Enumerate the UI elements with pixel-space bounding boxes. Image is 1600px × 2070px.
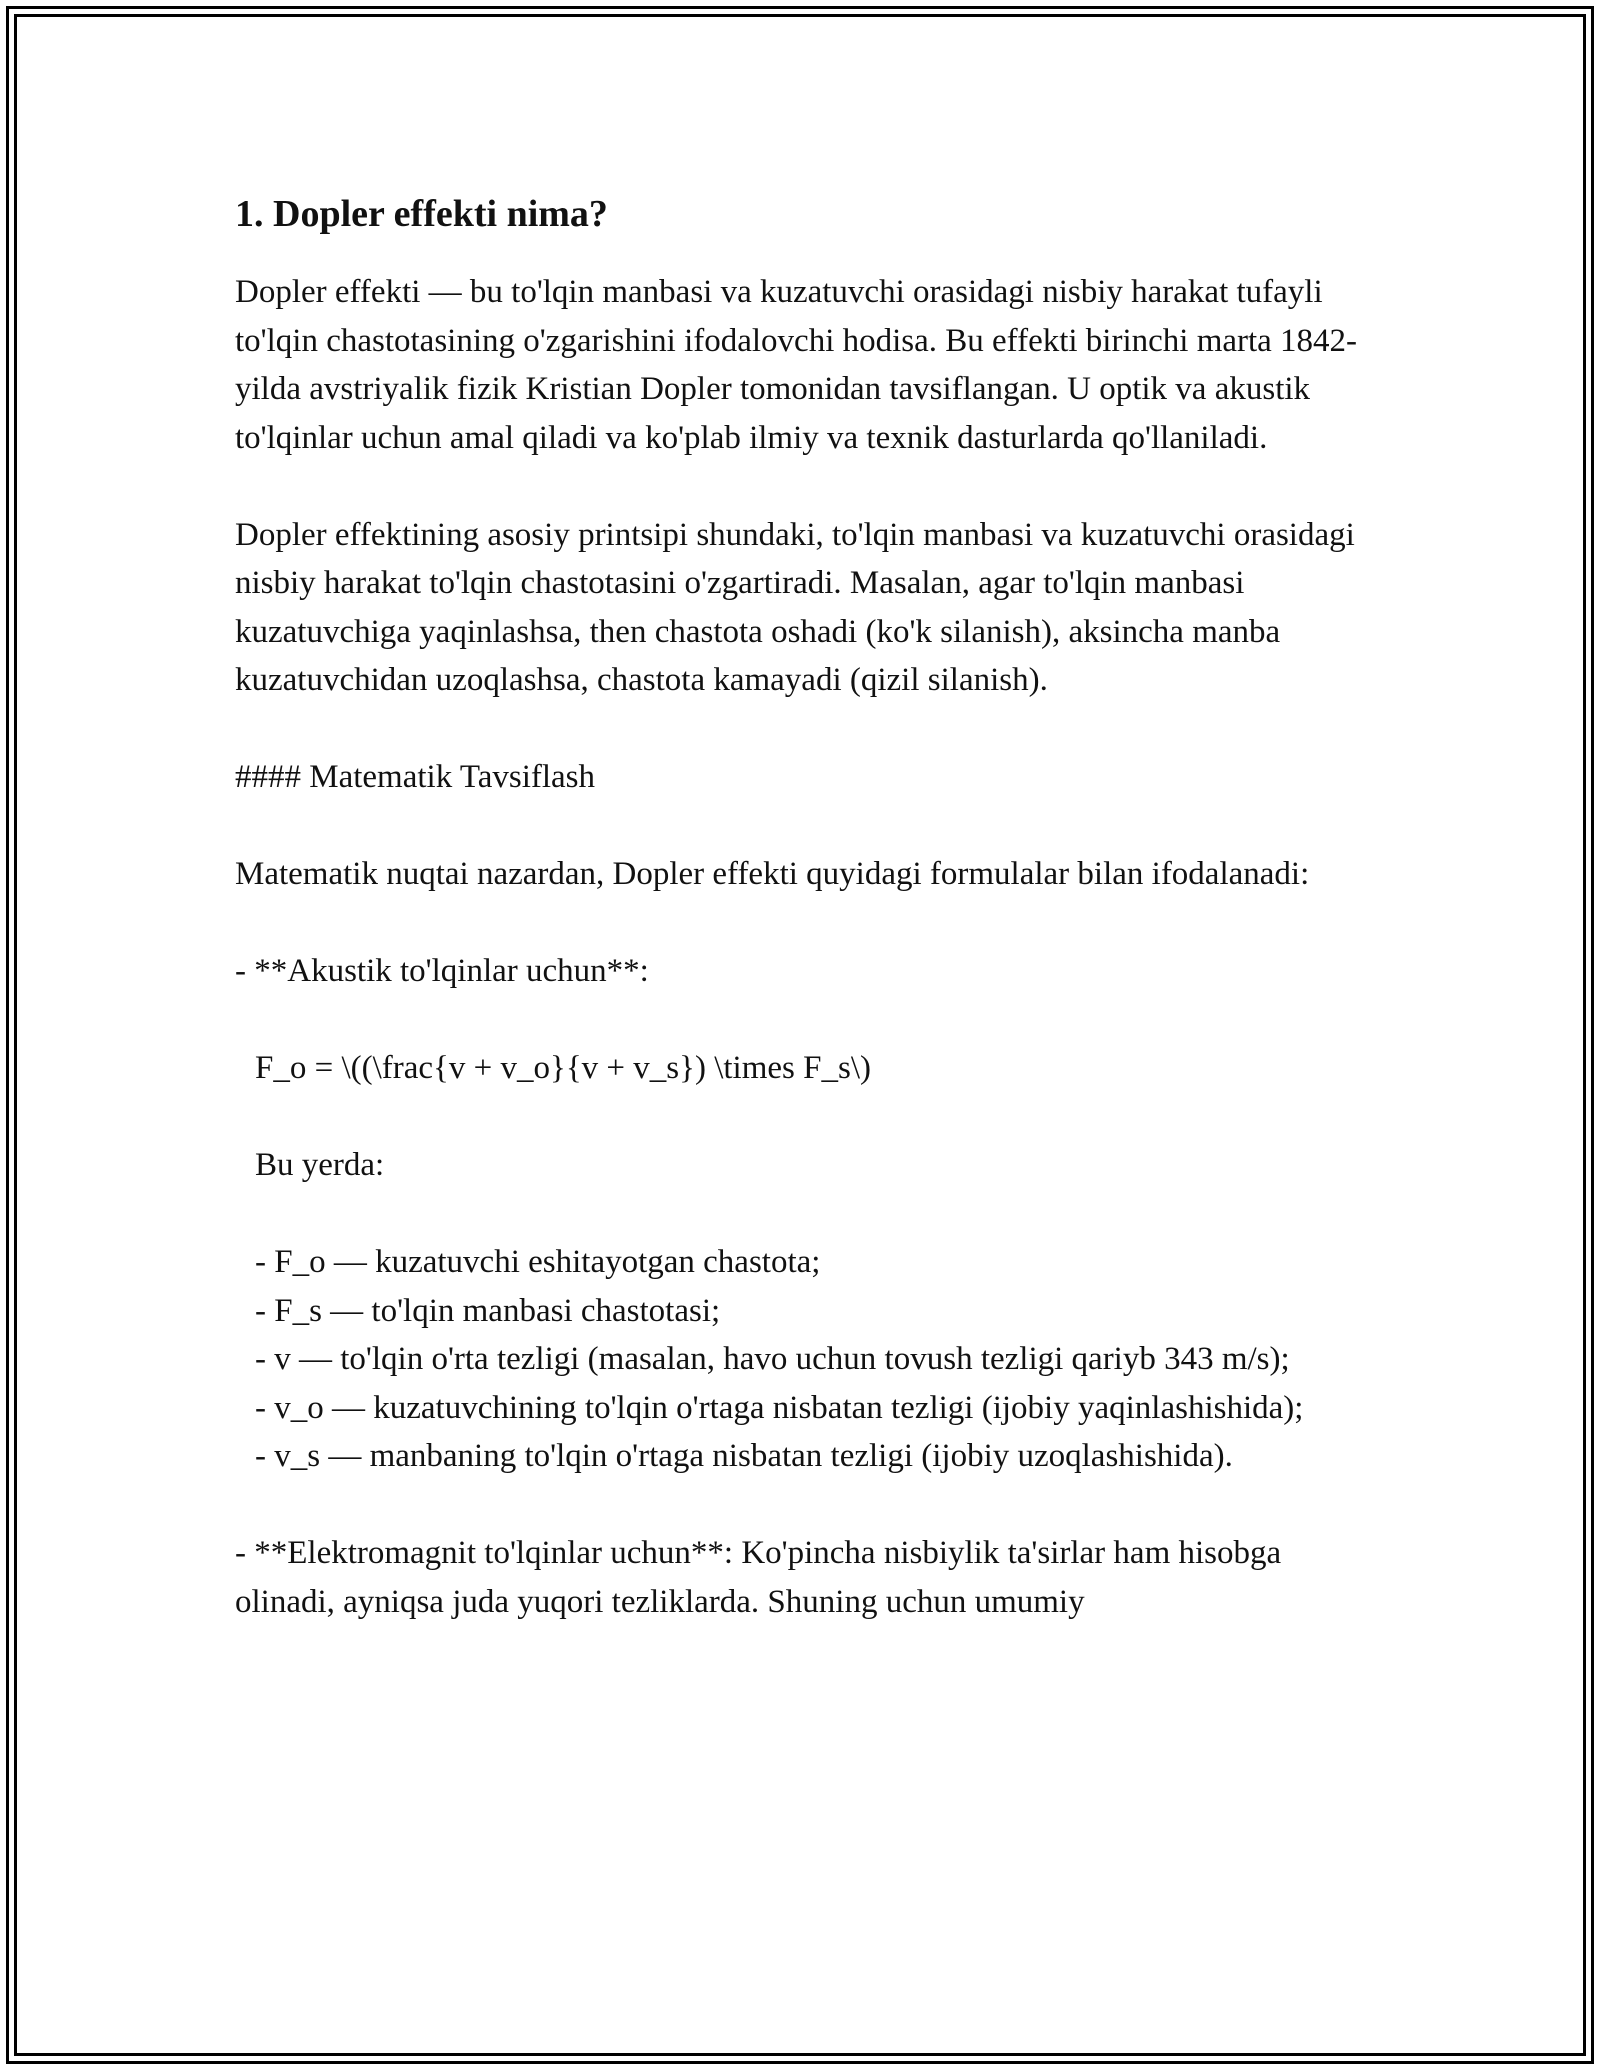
bu-yerda-label: Bu yerda: [255,1147,385,1183]
acoustic-label: - **Akustik to'lqinlar uchun**: [235,953,649,989]
subheading-markdown: #### Matematik Tavsiflash [235,759,596,795]
intro-paragraph: Dopler effekti — bu to'lqin manbasi va kuzatuvchi orasidagi nisbiy harakat tufayli to'lqin chastotasining o'zgarishini ifodalovchi hodisa. Bu effekti birinchi marta 1842-yilda avstriyalik fizik Kristian Dopler tomonidan tavsiflangan. U optik va akustik to'lqinlar uchun amal qiladi va ko'plab ilmiy va texnik dasturlarda qo'llaniladi. [235,274,1358,456]
spacer [235,1190,1365,1239]
math-intro-paragraph: Matematik nuqtai nazardan, Dopler effekti quyidagi formulalar bilan ifodalanadi: [235,856,1310,892]
principle-paragraph: Dopler effektining asosiy printsipi shundaki, to'lqin manbasi va kuzatuvchi orasidagi nisbiy harakat to'lqin chastotasini o'zgartiradi. Masalan, agar to'lqin manbasi kuzatuvchiga yaqinlashsa, then chastota oshadi (ko'k silanish), aksincha manba kuzatuvchidan uzoqlashsa, chastota kamayadi (qizil silanish). [235,516,1355,698]
spacer [235,462,1365,511]
spacer [235,1093,1365,1142]
document-body [235,186,1365,1626]
spacer [235,802,1365,851]
definition-item: - v_o — kuzatuvchining to'lqin o'rtaga nisbatan tezligi (ijobiy yaqinlashishida); [255,1389,1304,1426]
electromagnetic-paragraph: - **Elektromagnit to'lqinlar uchun**: Ko'pincha nisbiylik ta'sirlar ham hisobga olinadi, ayniqsa juda yuqori tezliklarda. Shuning uchun umumiy [235,1535,1282,1620]
definition-item: - F_o — kuzatuvchi eshitayotgan chastota; [255,1244,821,1280]
section-heading: 1. Dopler effekti nima? [235,193,608,235]
spacer [235,996,1365,1045]
spacer [235,899,1365,948]
definition-item: - F_s — to'lqin manbasi chastotasi; [255,1292,721,1329]
definition-item: - v_s — manbaning to'lqin o'rtaga nisbatan tezligi (ijobiy uzoqlashishida). [255,1438,1233,1474]
doppler-formula: F_o = \((\frac{v + v_o}{v + v_s}) \times F_s\) [255,1050,871,1086]
definition-item: - v — to'lqin o'rta tezligi (masalan, havo uchun tovush tezligi qariyb 343 m/s); [255,1341,1290,1377]
spacer [235,1481,1365,1530]
spacer [235,705,1365,754]
